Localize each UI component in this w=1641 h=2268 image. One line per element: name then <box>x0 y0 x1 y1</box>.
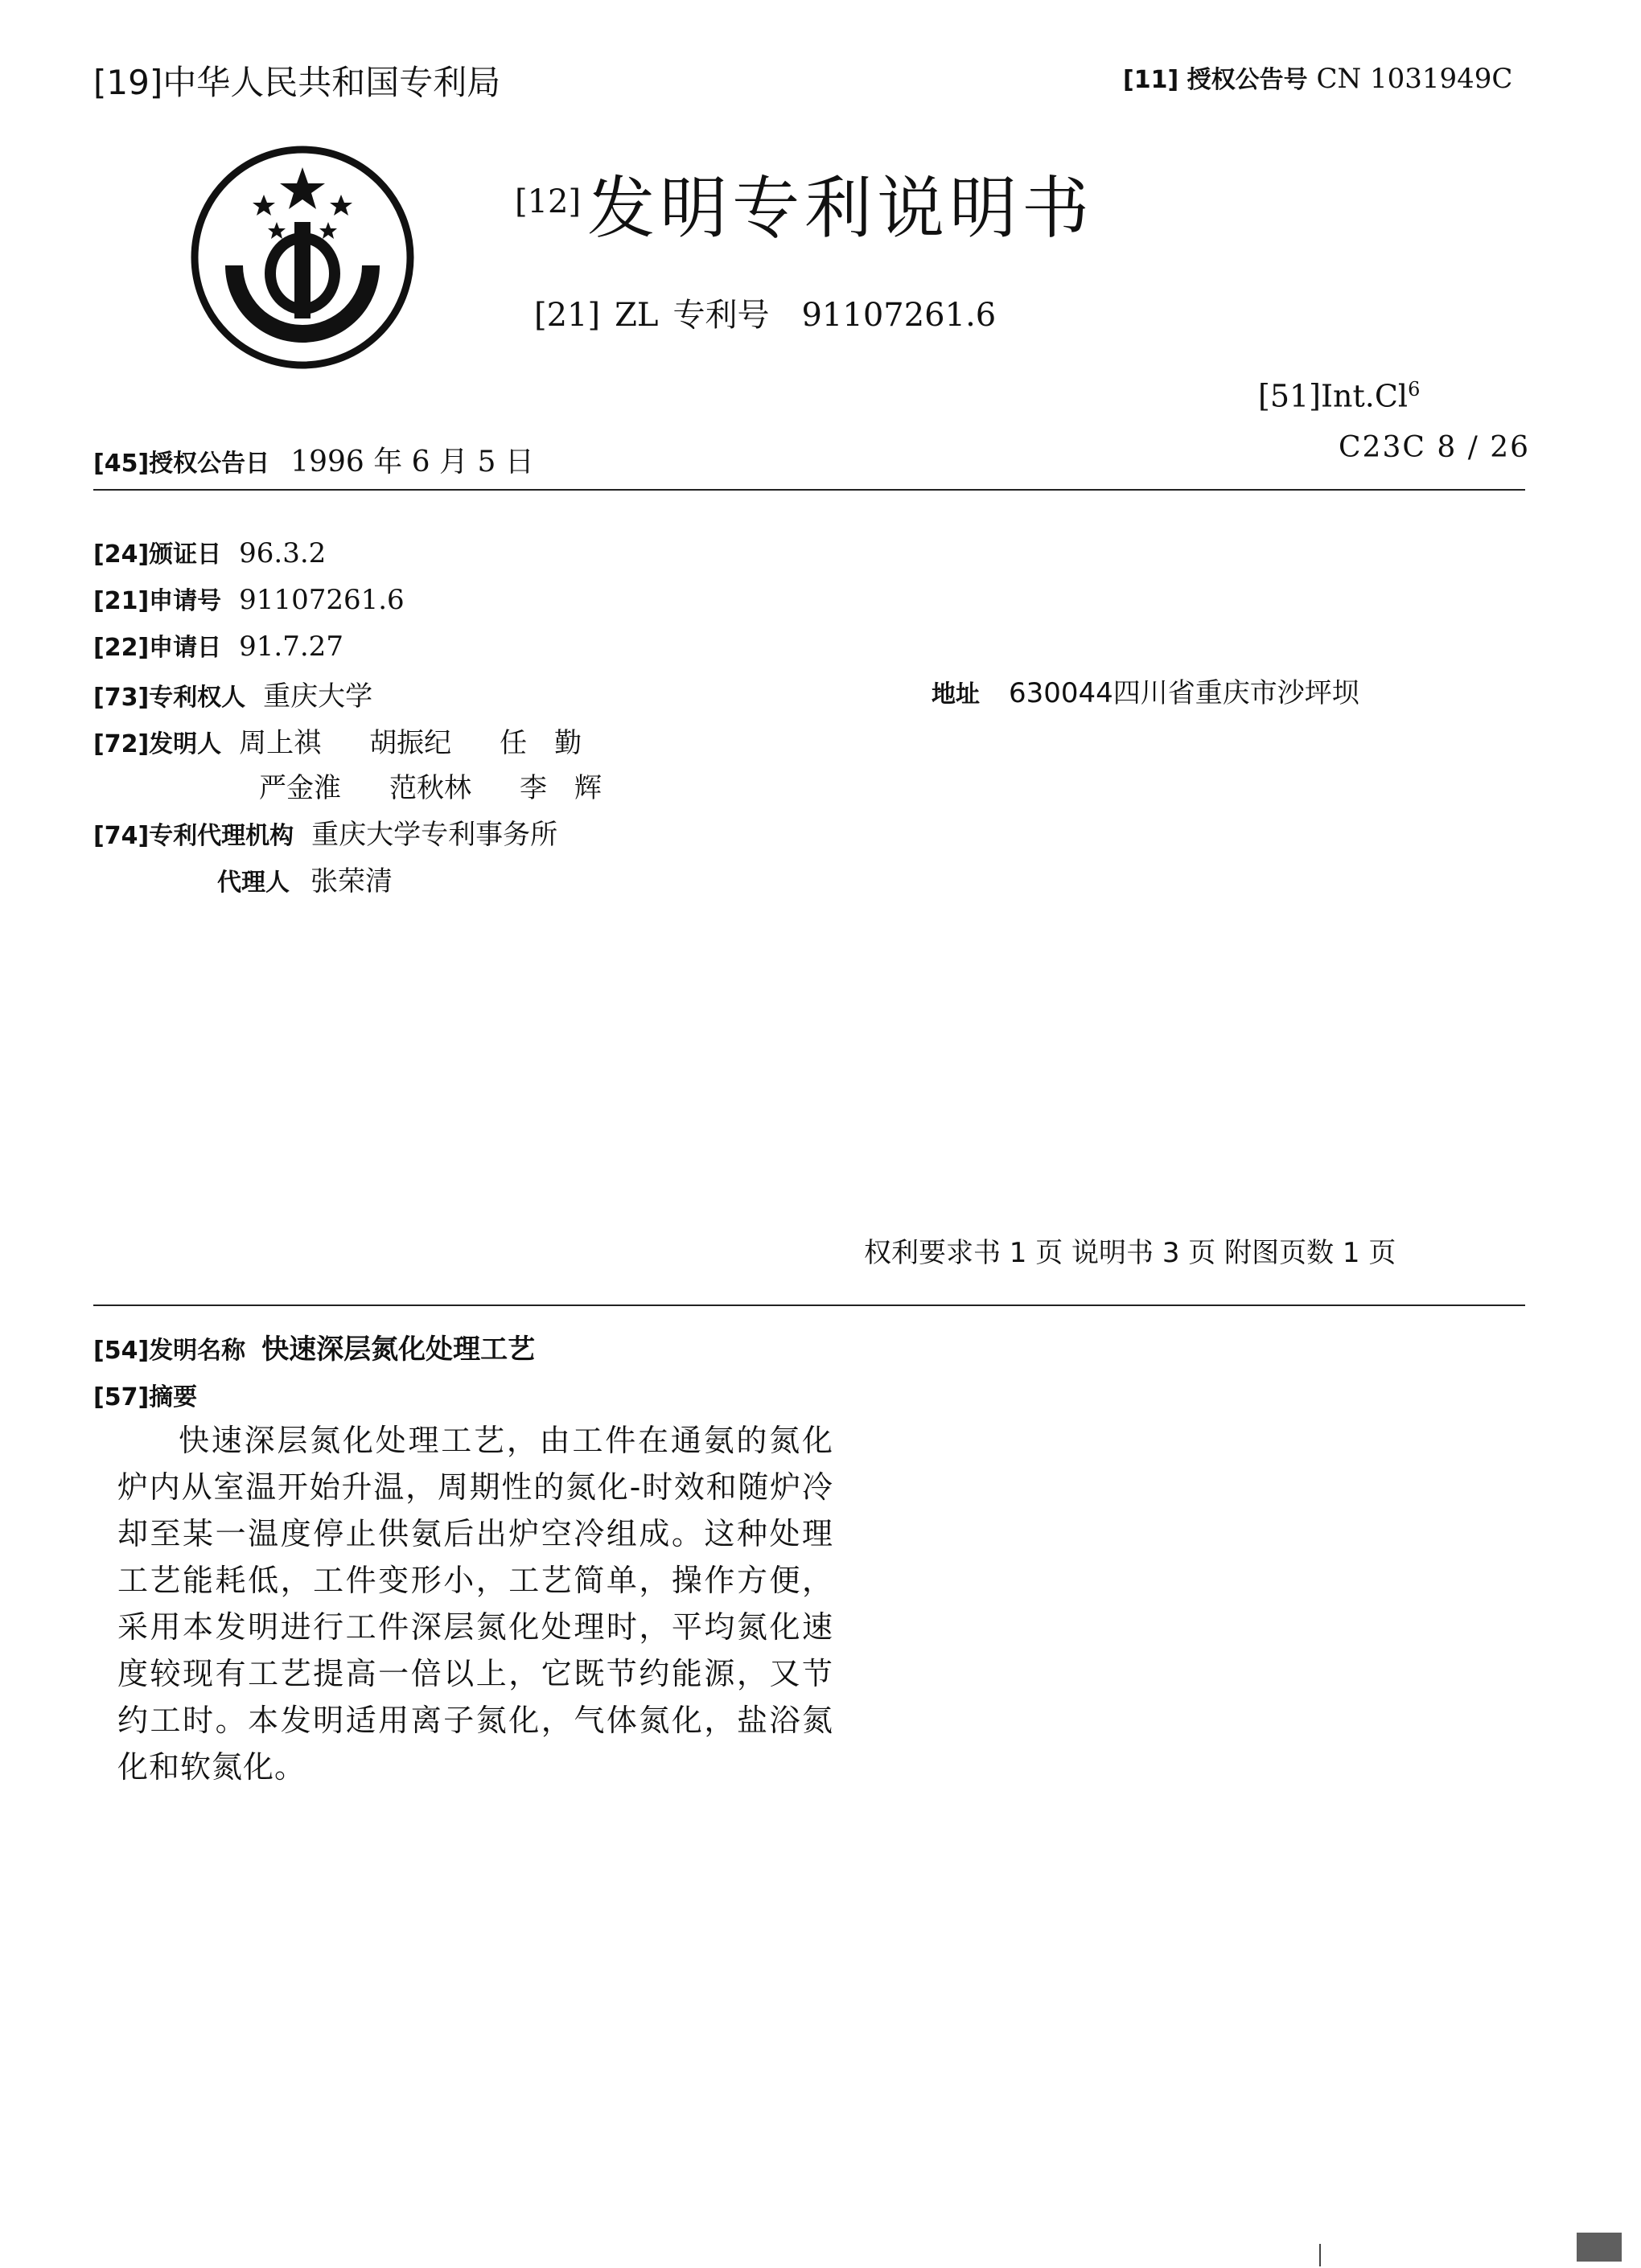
issue-date-label: [24]颁证日 <box>93 540 222 569</box>
abstract-divider <box>93 1305 1525 1306</box>
publication-number-label: [11] 授权公告号 <box>1123 66 1308 94</box>
inventors-row <box>93 721 630 760</box>
application-date-row <box>93 627 343 663</box>
application-date-label: [22]申请日 <box>93 634 222 662</box>
inventors-list-2 <box>259 766 650 805</box>
ipc-classification-label <box>1258 378 1420 414</box>
abstract-text: 快速深层氮化处理工艺，由工件在通氨的氮化炉内从室温开始升温，周期性的氮化-时效和随炉冷却至某一温度停止供氨后出炉空冷组成。这种处理工艺能耗低，工件变形小，工艺简单，操作方便，采用本发明进行工件深层氮化处理时，平均氮化速度较现有工艺提高一倍以上，它既节约能源，又节约工时。本发明适用离子氮化，气体氮化，盐浴氮化和软氮化。 <box>117 1423 833 1785</box>
patent-number-code: [21] <box>534 297 601 334</box>
address-row <box>932 671 1359 710</box>
patent-office-emblem-logo <box>190 145 415 370</box>
application-number-label: [21]申请号 <box>93 587 222 615</box>
application-date-value: 91.7.27 <box>239 631 343 663</box>
patent-number <box>534 290 996 335</box>
agent-label: 代理人 <box>217 869 290 897</box>
inventor-name: 李 辉 <box>520 772 602 804</box>
invention-title-value: 快速深层氮化处理工艺 <box>261 1333 536 1366</box>
scan-artifact <box>1319 2244 1321 2266</box>
agency-row <box>93 812 557 852</box>
inventor-name: 任 勤 <box>500 727 582 759</box>
inventors-label: [72]发明人 <box>93 730 222 758</box>
patentee-label: [73]专利权人 <box>93 684 246 712</box>
inventor-name: 胡振纪 <box>369 727 452 759</box>
inventors-list-1 <box>239 727 630 759</box>
invention-title-row <box>93 1327 535 1366</box>
header-divider <box>93 489 1525 491</box>
document-title-text: 发明专利说明书 <box>587 169 1095 248</box>
document-title <box>515 154 1094 252</box>
issue-date-row <box>93 534 326 569</box>
publication-number <box>1123 60 1512 95</box>
scan-stamp <box>1577 2233 1622 2262</box>
page-count-info: 权利要求书 1 页 说明书 3 页 附图页数 1 页 <box>864 1237 1396 1269</box>
abstract-label: [57]摘要 <box>93 1383 198 1411</box>
patentee-row <box>93 674 372 713</box>
inventor-name: 周上祺 <box>239 727 322 759</box>
patent-number-value: 91107261.6 <box>801 297 997 334</box>
patent-number-prefix: ZL <box>615 297 659 334</box>
issue-date-value: 96.3.2 <box>239 537 327 569</box>
publication-number-value: CN 1031949C <box>1316 63 1513 95</box>
ipc-label-text: [51]Int.Cl <box>1258 378 1409 414</box>
patent-number-label: 专利号 <box>672 297 770 334</box>
application-number-value: 91107261.6 <box>239 584 405 616</box>
agency-label: [74]专利代理机构 <box>93 822 294 850</box>
address-value: 630044四川省重庆市沙坪坝 <box>1009 677 1359 709</box>
grant-date-label: [45]授权公告日 <box>93 450 270 478</box>
agency-value: 重庆大学专利事务所 <box>311 819 558 851</box>
patentee-value: 重庆大学 <box>263 680 373 713</box>
grant-date <box>93 439 534 480</box>
agent-value: 张荣清 <box>311 865 393 898</box>
inventor-name: 范秋林 <box>389 772 471 804</box>
application-number-row <box>93 581 405 616</box>
invention-title-label: [54]发明名称 <box>93 1337 246 1365</box>
document-title-code: [12] <box>515 183 582 220</box>
ipc-classification-value: C23C 8 / 26 <box>1339 431 1531 464</box>
address-label: 地址 <box>932 680 980 709</box>
ipc-edition: 6 <box>1408 378 1421 401</box>
patent-office-header: [19]中华人民共和国专利局 <box>93 63 501 102</box>
agent-row <box>217 859 393 898</box>
inventor-name: 严金淮 <box>259 772 341 804</box>
grant-date-value: 1996 年 6 月 5 日 <box>290 446 534 479</box>
